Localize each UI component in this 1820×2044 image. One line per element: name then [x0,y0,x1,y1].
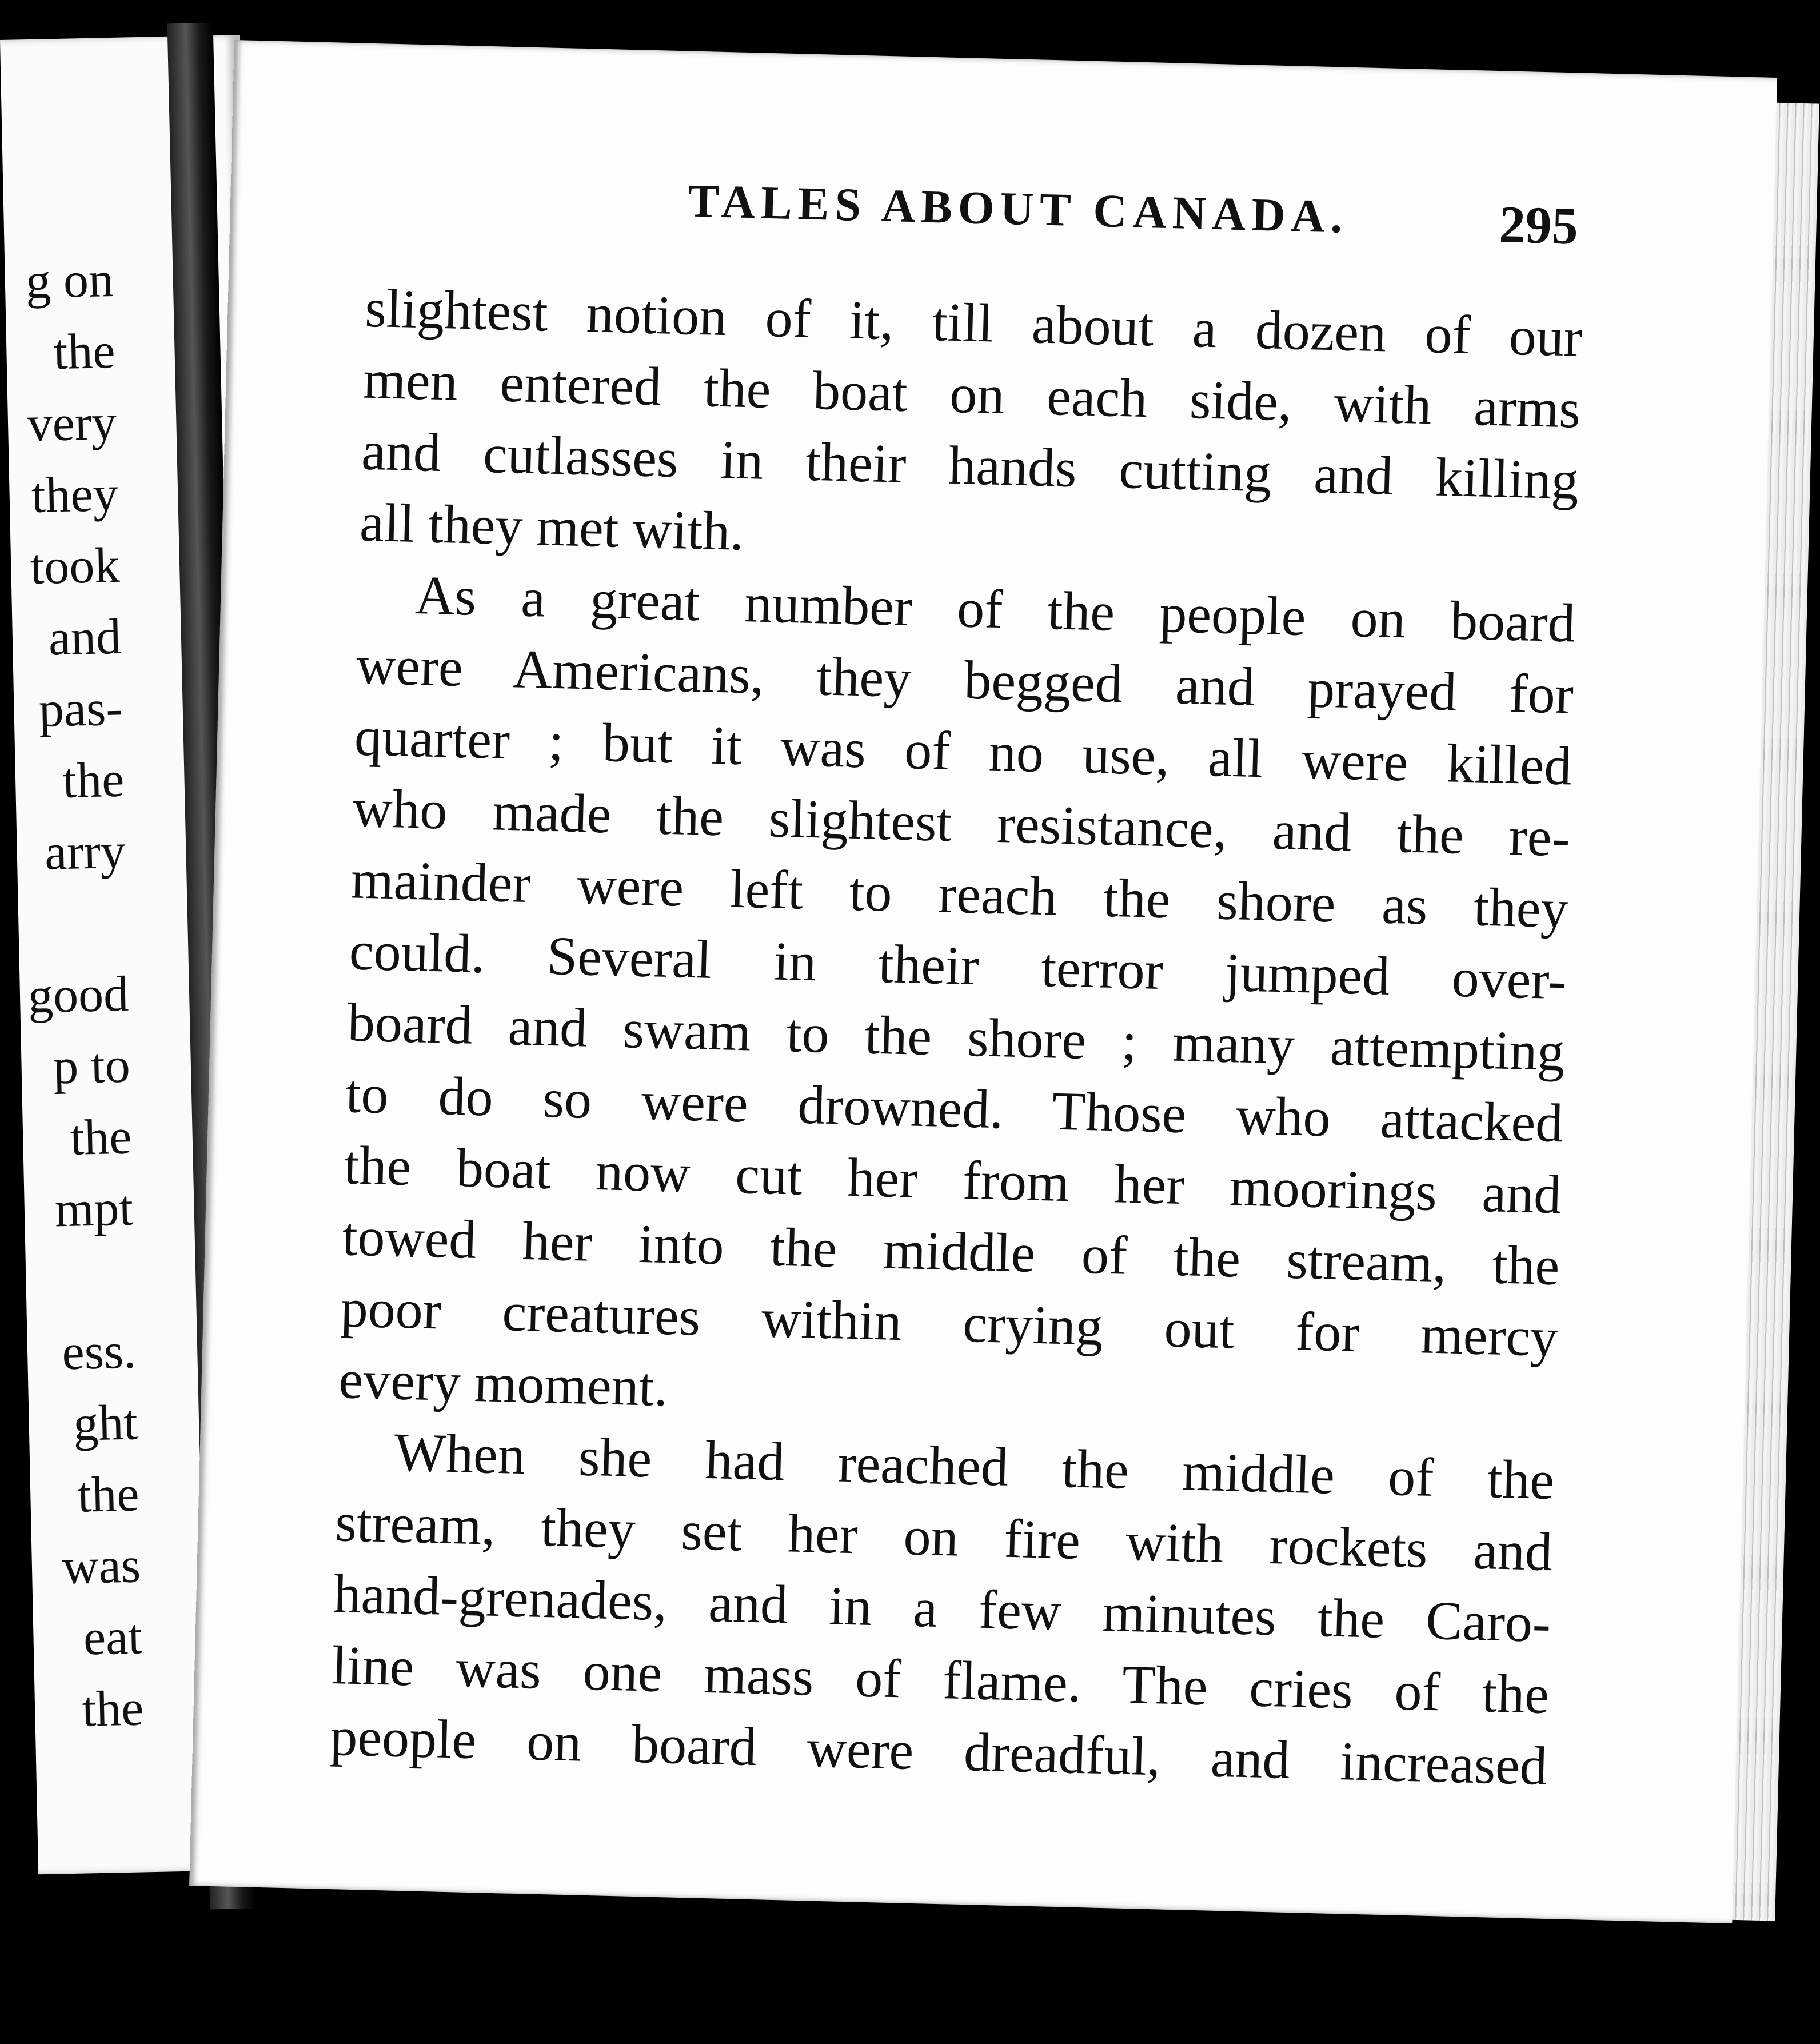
left-line-fragment: very [26,394,118,453]
right-page [189,40,1777,1923]
text-line: slightest notion of it, till about a dozen of our [364,277,1583,368]
text-line: were Americans, they begged and prayed for [356,634,1575,725]
text-line: who made the slightest resistance, and the re- [352,777,1571,868]
left-line-fragment: ess. [61,1323,137,1381]
text-line: mainder were left to reach the shore as they [350,848,1569,940]
text-line: When she had reached the middle of the [393,1421,1555,1511]
page-number: 295 [1498,195,1579,256]
text-line: board and swam to the shore ; many attempting [346,991,1566,1083]
text-line: poor creatures within crying out for mercy [340,1277,1559,1368]
left-line-fragment: the [81,1680,145,1738]
text-line: As a great number of the people on board [414,564,1576,654]
left-line-fragment: they [31,466,119,524]
text-line: could. Several in their terror jumped over- [348,920,1567,1011]
left-line-fragment: g on [25,251,114,310]
left-line-fragment: eat [82,1609,143,1666]
left-line-fragment: pas- [38,680,123,738]
text-line: people on board were dreadful, and increased [329,1705,1548,1797]
left-line-fragment: the [77,1466,140,1523]
text-line: and cutlasses in their hands cutting and killing [361,420,1580,511]
left-line-fragment: the [62,752,125,809]
left-line-fragment: arry [44,823,126,881]
left-line-fragment: was [62,1538,141,1595]
text-line: quarter ; but it was of no use, all were killed [353,705,1572,797]
left-line-fragment: p to [53,1037,131,1095]
text-line: all they met with. [359,491,745,562]
left-line-fragment: the [53,323,116,381]
text-line: hand-grenades, and in a few minutes the Caro- [333,1563,1552,1654]
text-line: towed her into the middle of the stream, the [341,1205,1560,1297]
left-line-fragment: the [69,1109,133,1166]
left-line-fragment: and [47,609,122,666]
running-head: TALES ABOUT CANADA. [687,174,1349,243]
text-line: line was one mass of flame. The cries of the [331,1634,1550,1726]
text-line: to do so were drowned. Those who attacked [345,1063,1564,1154]
text-line: stream, they set her on fire with rockets and [334,1491,1554,1583]
body-text [329,272,1583,1802]
left-line-fragment: mpt [54,1180,134,1238]
left-line-fragment: good [27,966,130,1024]
text-line: every moment. [338,1348,669,1418]
left-line-fragment: ght [73,1395,138,1452]
left-line-fragment: took [29,537,121,596]
text-line: the boat now cut her from her moorings and [343,1134,1562,1225]
text-line: men entered the boat on each side, with arms [362,348,1582,440]
